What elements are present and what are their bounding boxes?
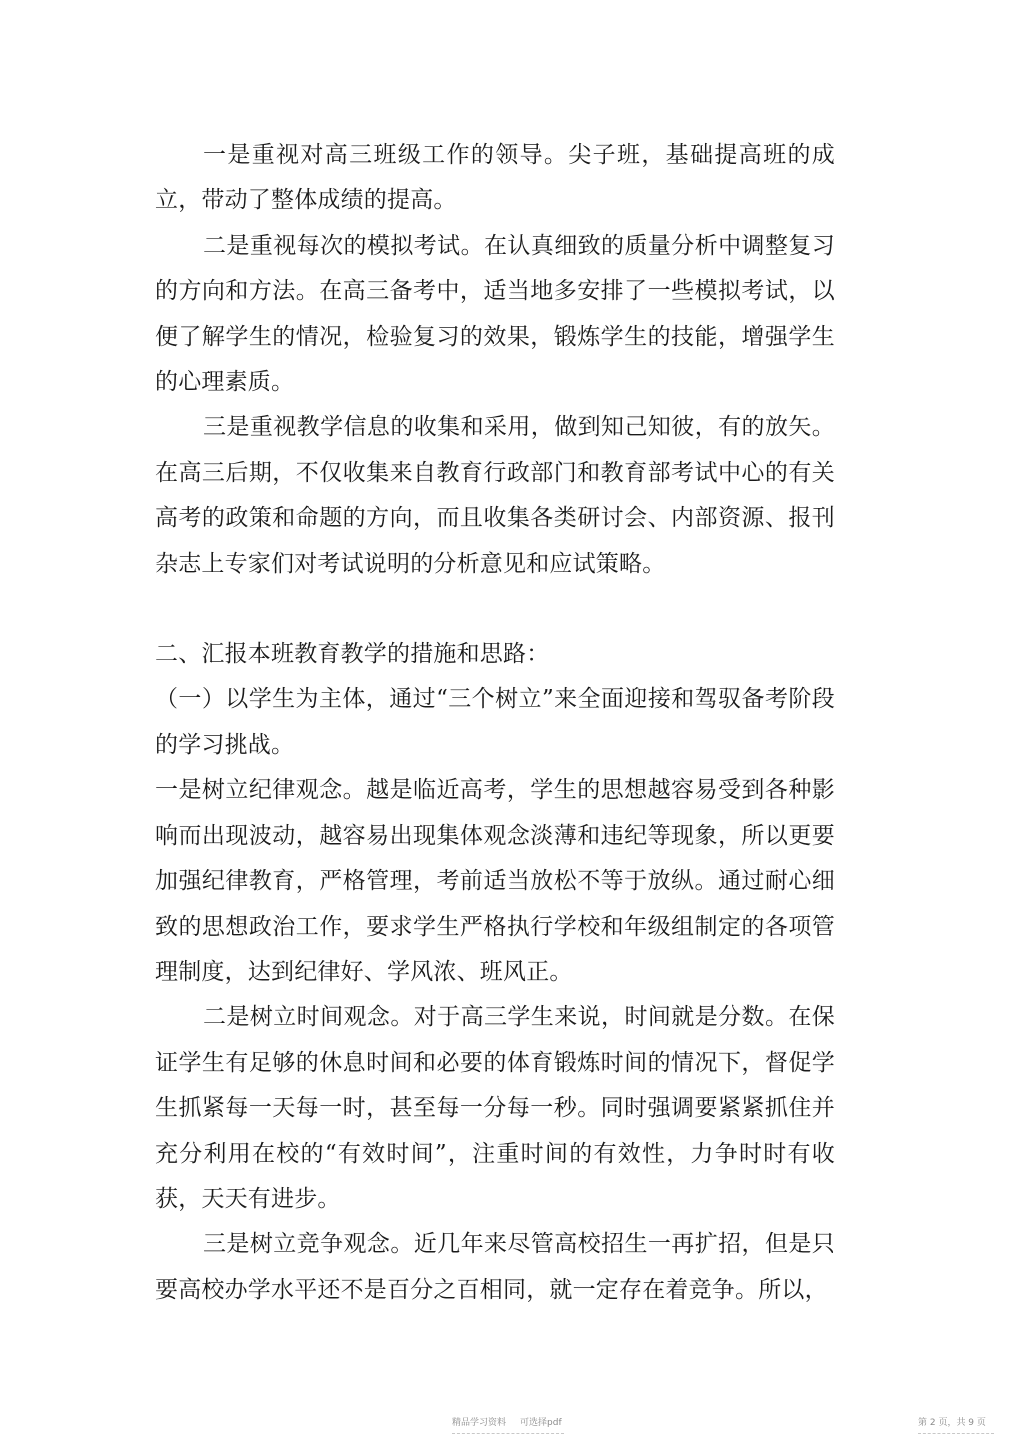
subsection-heading: （一）以学生为主体，通过“三个树立”来全面迎接和驾驭备考阶段的学习挑战。: [155, 686, 835, 758]
paragraph-2: 二是重视每次的模拟考试。在认真细致的质量分析中调整复习的方向和方法。在高三备考中，适当地多安排了一些模拟考试，以便了解学生的情况，检验复习的效果，锻炼学生的技能，增强学生的心理素质。: [155, 232, 835, 396]
page-number: 第 2 页，共 9 页: [918, 1418, 986, 1428]
paragraph-6: 三是树立竞争观念。近几年来尽管高校招生一再扩招，但是只要高校办学水平还不是百分之百相同，就一定存在着竞争。所以，: [155, 1231, 835, 1303]
footer-right-divider: [918, 1433, 994, 1434]
paragraph-1: 一是重视对高三班级工作的领导。尖子班，基础提高班的成立，带动了整体成绩的提高。: [155, 142, 835, 214]
document-body: [155, 133, 835, 1313]
paragraph-gap: [155, 587, 835, 632]
paragraph-4: 一是树立纪律观念。越是临近高考，学生的思想越容易受到各种影响而出现波动，越容易出现集体观念淡薄和违纪等现象，所以更要加强纪律教育，严格管理，考前适当放松不等于放纵。通过耐心细致的思想政治工作，要求学生严格执行学校和年级组制定的各项管理制度，达到纪律好、学风浓、班风正。: [155, 777, 835, 985]
footer-watermark-text-1: 精品学习资料: [452, 1418, 507, 1428]
paragraph-5: 二是树立时间观念。对于高三学生来说，时间就是分数。在保证学生有足够的休息时间和必要的体育锻炼时间的情况下，督促学生抓紧每一天每一时，甚至每一分每一秒。同时强调要紧紧抓住并充分利用在校的“有效时间”，注重时间的有效性，力争时时有收获，天天有进步。: [155, 1004, 835, 1212]
footer-left-divider: [452, 1433, 564, 1434]
section-heading: 二、汇报本班教育教学的措施和思路：: [155, 641, 550, 668]
paragraph-3: 三是重视教学信息的收集和采用，做到知己知彼，有的放矢。在高三后期，不仅收集来自教育行政部门和教育部考试中心的有关高考的政策和命题的方向，而且收集各类研讨会、内部资源、报刊杂志上专家们对考试说明的分析意见和应试策略。: [155, 414, 835, 577]
footer-watermark: [452, 1417, 562, 1429]
footer-watermark-text-2: 可选择pdf: [520, 1418, 562, 1428]
